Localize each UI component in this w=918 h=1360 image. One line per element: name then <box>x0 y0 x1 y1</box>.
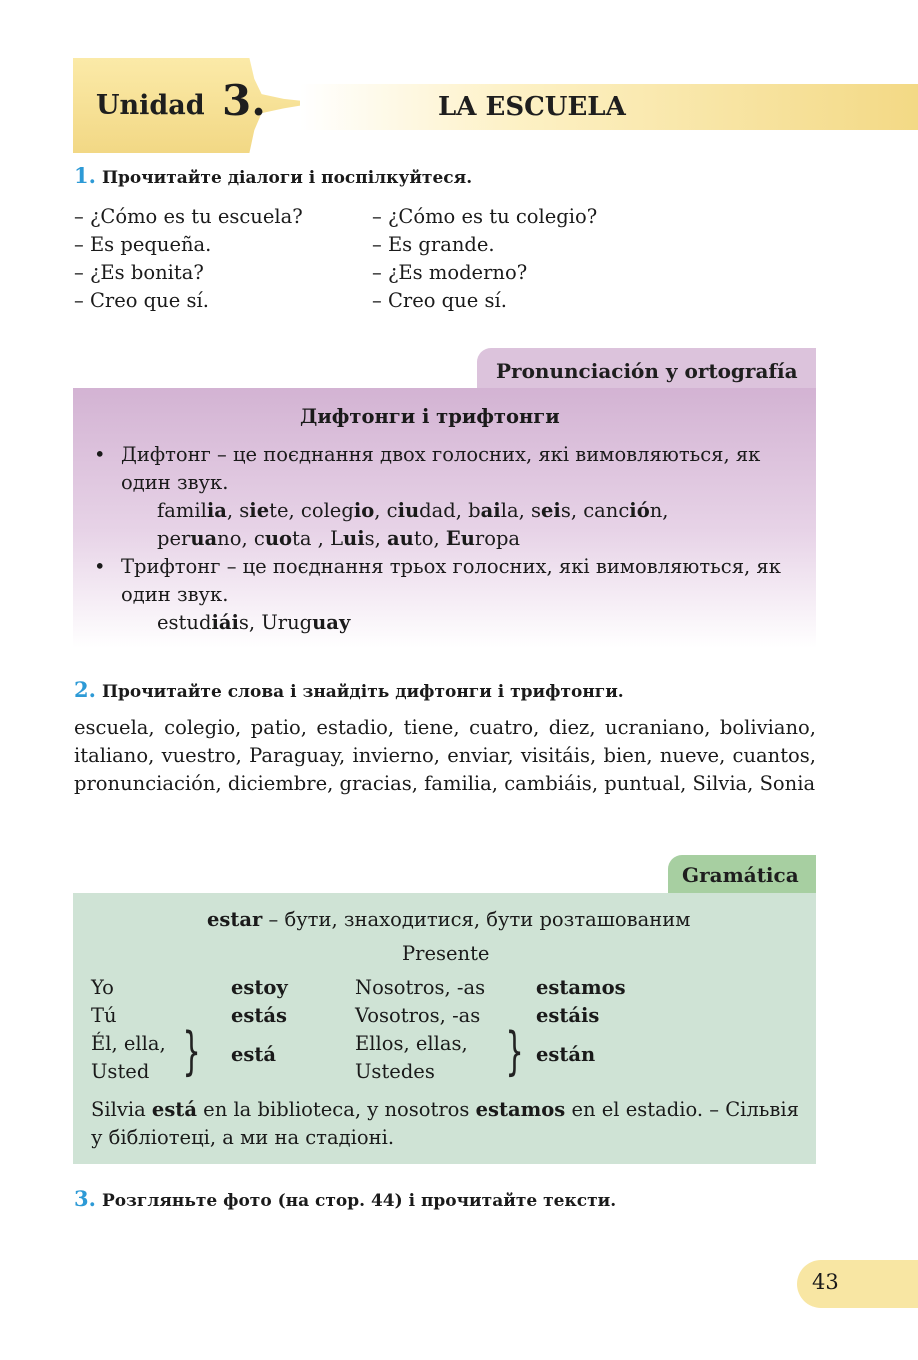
verb-form: está <box>231 1043 277 1066</box>
exercise-1-number: 1. <box>74 163 96 188</box>
page-title: LA ESCUELA <box>438 92 626 122</box>
pronoun: Usted <box>91 1060 150 1083</box>
exercise-3-heading <box>74 1186 616 1211</box>
verb-form: estáis <box>536 1004 600 1027</box>
bullet-icon: • <box>94 555 106 578</box>
verb-form: están <box>536 1043 596 1066</box>
pronoun: Él, ella, <box>91 1032 166 1055</box>
verb-definition <box>207 908 690 931</box>
dialog-line: – ¿Cómo es tu colegio? <box>372 205 598 228</box>
dialog-left <box>74 203 303 315</box>
bullet-icon: • <box>94 443 106 466</box>
exercise-1-instruction: Прочитайте діалоги і поспілкуйтеся. <box>101 168 473 188</box>
dialog-line: – Creo que sí. <box>74 289 209 312</box>
pronoun: Tú <box>91 1004 117 1027</box>
diphthong-examples-line-1: familia, siete, colegio, ciudad, baila, seis, canción, <box>157 499 669 522</box>
pronoun: Ustedes <box>355 1060 435 1083</box>
verb-form: estamos <box>536 976 626 999</box>
triphthong-examples: estudiáis, Uruguay <box>157 611 351 634</box>
grammar-example: Silvia está en la biblioteca, y nosotros estamos en el estadio. – Сільвія у бібліотеці, а ми на стадіоні. <box>91 1098 799 1149</box>
pronoun: Yo <box>91 976 114 999</box>
brace-icon: } <box>505 1022 524 1082</box>
exercise-1-heading <box>74 163 472 188</box>
exercise-2-heading <box>74 677 624 702</box>
pronoun: Vosotros, -as <box>355 1004 481 1027</box>
exercise-2-instruction: Прочитайте слова і знайдіть дифтонги і трифтонги. <box>101 682 624 702</box>
exercise-3-instruction: Розгляньте фото (на стор. 44) і прочитайте тексти. <box>101 1191 617 1211</box>
triphthong-definition-cont: один звук. <box>121 583 229 606</box>
diphthong-definition: Дифтонг – це поєднання двох голосних, які вимовляються, як <box>121 443 761 466</box>
tense-label: Presente <box>402 942 490 965</box>
exercise-2-word-list: escuela, colegio, patio, estadio, tiene, cuatro, diez, ucraniano, boliviano, italiano, vuestro, Paraguay, invierno, enviar, visitáis, bien, nueve, cuantos, pronunciación, diciembre, gracias, familia, cambiáis, puntual, Silvia, Sonia <box>74 716 816 795</box>
dialog-line: – ¿Es bonita? <box>74 261 204 284</box>
diphthong-examples-line-2: peruano, cuota , Luis, auto, Europa <box>157 527 521 550</box>
exercise-2-number: 2. <box>74 677 96 702</box>
brace-icon: } <box>182 1022 201 1082</box>
dialog-line: – Es pequeña. <box>74 233 212 256</box>
diphthong-definition-cont: один звук. <box>121 471 229 494</box>
grammar-tab: Gramática <box>668 855 816 899</box>
verb-form: estoy <box>231 976 288 999</box>
pronoun: Nosotros, -as <box>355 976 486 999</box>
dialog-right <box>372 203 597 315</box>
unit-number: 3. <box>222 76 266 125</box>
unit-label: Unidad <box>96 90 205 121</box>
pronunciation-tab: Pronunciación y ortografía <box>477 348 816 400</box>
dialog-line: – ¿Cómo es tu escuela? <box>74 205 303 228</box>
dialog-line: – ¿Es moderno? <box>372 261 528 284</box>
dialog-line: – Creo que sí. <box>372 289 507 312</box>
triphthong-definition: Трифтонг – це поєднання трьох голосних, які вимовляються, як <box>121 555 781 578</box>
pronunciation-box-title: Дифтонги і трифтонги <box>300 405 560 428</box>
exercise-3-number: 3. <box>74 1186 96 1211</box>
verb-form: estás <box>231 1004 288 1027</box>
page-number: 43 <box>812 1270 839 1294</box>
verb: estar <box>207 908 263 931</box>
verb-meaning: – бути, знаходитися, бути розташованим <box>262 908 691 931</box>
pronoun: Ellos, ellas, <box>355 1032 468 1055</box>
dialog-line: – Es grande. <box>372 233 495 256</box>
